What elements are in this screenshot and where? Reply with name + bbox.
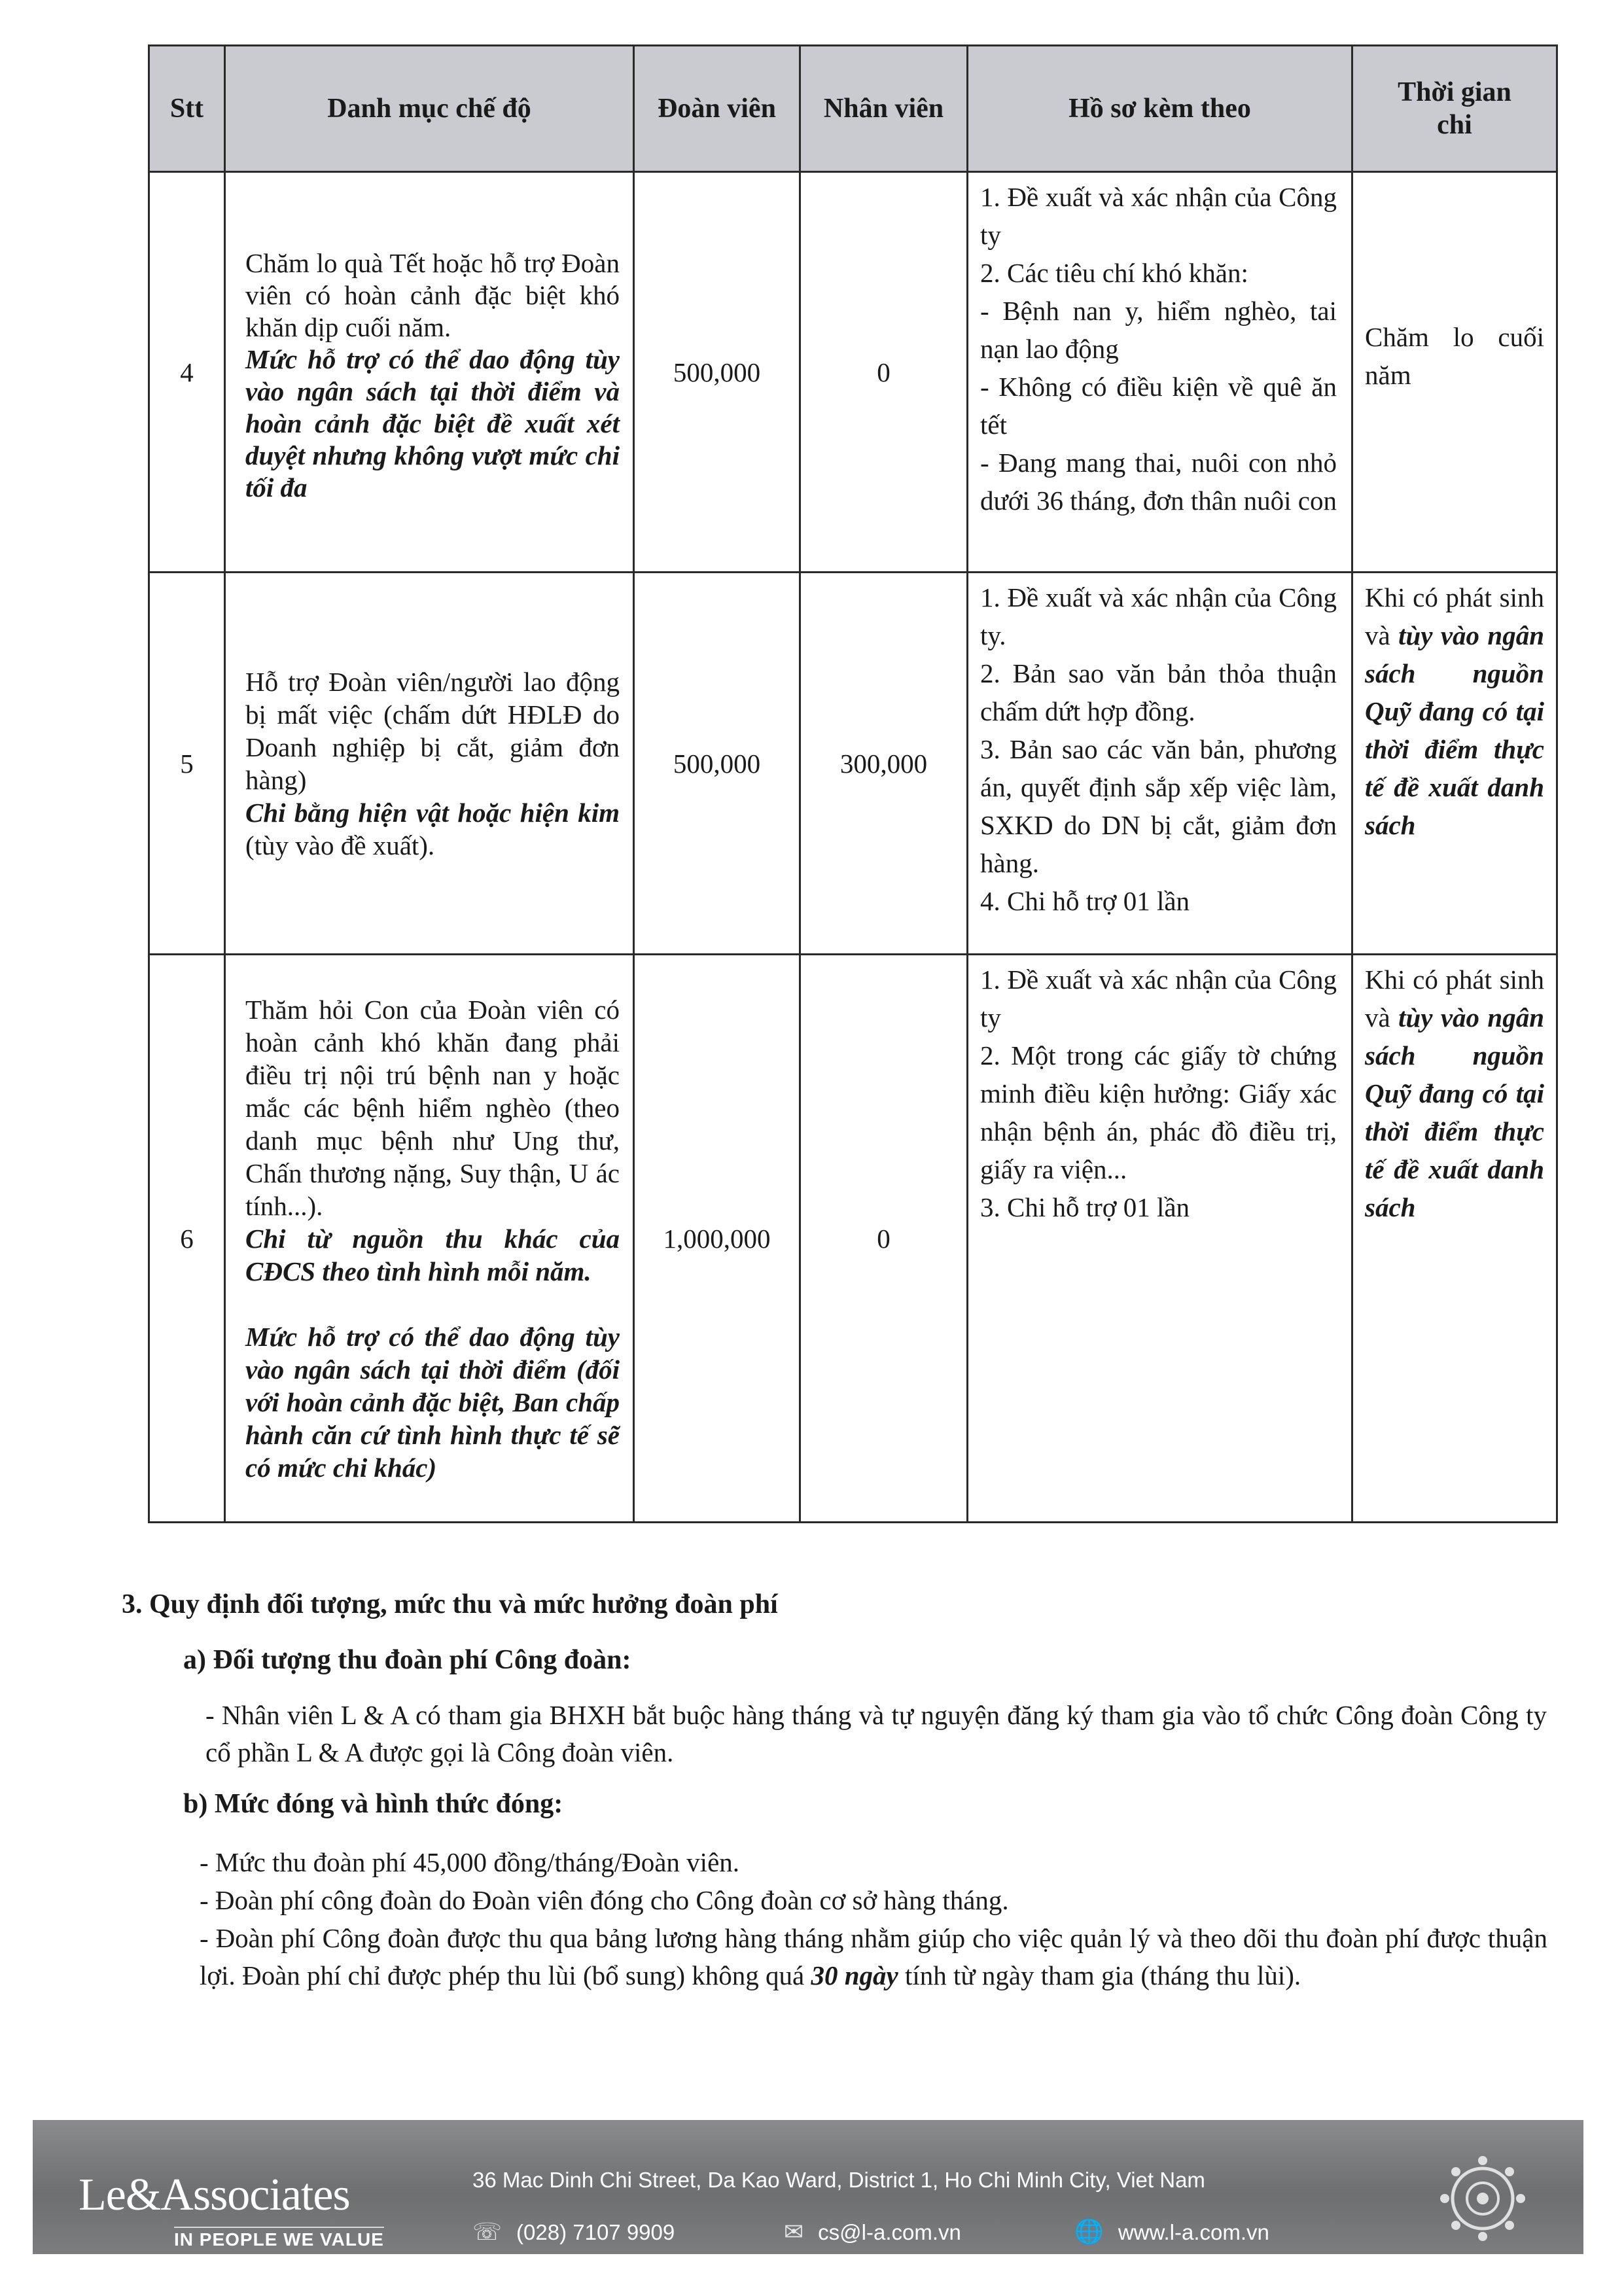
doc-item: 1. Đề xuất và xác nhận của Công ty	[980, 182, 1337, 250]
company-address: 36 Mac Dinh Chi Street, Da Kao Ward, District 1, Ho Chi Minh City, Viet Nam	[472, 2168, 1205, 2192]
row-category	[225, 955, 634, 1523]
row-time: Khi có phát sinh và tùy vào ngân sách nguồn Quỹ đang có tại thời điểm thực tế đề xuất danh sách	[1352, 955, 1557, 1523]
doc-item: - Bệnh nan y, hiểm nghèo, tai nạn lao động	[980, 296, 1337, 364]
row-member-amount: 1,000,000	[634, 955, 800, 1523]
row-stt: 4	[149, 172, 225, 573]
col-header-member: Đoàn viên	[634, 46, 800, 172]
row-docs	[968, 573, 1352, 955]
doc-item: 3. Bản sao các văn bản, phương án, quyết định sắp xếp việc làm, SXKD do DN bị cắt, giảm đơn hàng.	[980, 734, 1337, 878]
row-employee-amount: 0	[800, 955, 968, 1523]
emblem-icon	[1437, 2153, 1528, 2244]
category-tail: (tùy vào đề xuất).	[245, 830, 435, 860]
row-docs	[968, 172, 1352, 573]
company-email[interactable]: ✉ cs@l-a.com.vn	[784, 2218, 961, 2245]
doc-item: 3. Chi hỗ trợ 01 lần	[980, 1192, 1190, 1222]
brand-tagline: IN PEOPLE WE VALUE	[174, 2227, 384, 2250]
doc-item: 4. Chi hỗ trợ 01 lần	[980, 886, 1190, 916]
row-stt: 5	[149, 573, 225, 955]
subsection-b-item: - Mức thu đoàn phí 45,000 đồng/tháng/Đoàn viên.	[200, 1847, 740, 1877]
phone-icon: ☏	[472, 2218, 503, 2245]
col-header-employee: Nhân viên	[800, 46, 968, 172]
category-note: Chi từ nguồn thu khác của CĐCS theo tình hình mỗi năm.	[245, 1223, 620, 1286]
table-row	[149, 955, 1557, 1523]
subsection-b-title: b) Mức đóng và hình thức đóng:	[183, 1789, 563, 1819]
table-header-row	[149, 46, 1557, 172]
row-stt: 6	[149, 955, 225, 1523]
brand-logo: Le&Associates	[79, 2170, 350, 2220]
row-docs	[968, 955, 1352, 1523]
company-website[interactable]: 🌐 www.l-a.com.vn	[1074, 2218, 1269, 2245]
benefits-table	[148, 44, 1558, 1523]
col-header-time: Thời gian chi	[1352, 46, 1557, 172]
table-row	[149, 573, 1557, 955]
table-row	[149, 172, 1557, 573]
row-employee-amount: 0	[800, 172, 968, 573]
category-note-2: Mức hỗ trợ có thể dao động tùy vào ngân sách tại thời điểm (đối với hoàn cảnh đặc biệt, Ban chấp hành căn cứ tình hình thực tế sẽ có mức chi khác)	[245, 1321, 620, 1483]
row-category	[225, 172, 634, 573]
subsection-b-item: - Đoàn phí công đoàn do Đoàn viên đóng cho Công đoàn cơ sở hàng tháng.	[200, 1885, 1009, 1915]
category-note: Mức hỗ trợ có thể dao động tùy vào ngân sách tại thời điểm và hoàn cảnh đặc biệt đề xuất xét duyệt nhưng không vượt mức chi tối đa	[245, 344, 620, 503]
category-note: Chi bằng hiện vật hoặc hiện kim	[245, 797, 620, 828]
doc-item: 1. Đề xuất và xác nhận của Công ty	[980, 964, 1337, 1033]
footer-bar	[33, 2120, 1583, 2254]
category-text: Hỗ trợ Đoàn viên/người lao động bị mất việc (chấm dứt HĐLĐ do Doanh nghiệp bị cắt, giảm đơn hàng)	[245, 666, 620, 795]
col-header-docs: Hồ sơ kèm theo	[968, 46, 1352, 172]
col-header-stt: Stt	[149, 46, 225, 172]
row-member-amount: 500,000	[634, 573, 800, 955]
row-time: Khi có phát sinh và tùy vào ngân sách nguồn Quỹ đang có tại thời điểm thực tế đề xuất danh sách	[1352, 573, 1557, 955]
subsection-a-text: - Nhân viên L & A có tham gia BHXH bắt buộc hàng tháng và tự nguyện đăng ký tham gia vào tổ chức Công đoàn Công ty cổ phần L & A được gọi là Công đoàn viên.	[205, 1700, 1547, 1767]
globe-icon: 🌐	[1074, 2218, 1104, 2245]
doc-item: 2. Các tiêu chí khó khăn:	[980, 258, 1248, 288]
doc-item: 2. Một trong các giấy tờ chứng minh điều kiện hưởng: Giấy xác nhận bệnh án, phác đồ điều trị, giấy ra viện...	[980, 1040, 1337, 1184]
row-member-amount: 500,000	[634, 172, 800, 573]
doc-item: 1. Đề xuất và xác nhận của Công ty.	[980, 582, 1337, 650]
category-text: Thăm hỏi Con của Đoàn viên có hoàn cảnh khó khăn đang phải điều trị nội trú bệnh nan y hoặc mắc các bệnh hiểm nghèo (theo danh mục bệnh như Ung thư, Chấn thương nặng, Suy thận, U ác tính...).	[245, 994, 620, 1221]
row-time: Chăm lo cuối năm	[1352, 172, 1557, 573]
row-category	[225, 573, 634, 955]
category-text: Chăm lo quà Tết hoặc hỗ trợ Đoàn viên có hoàn cảnh đặc biệt khó khăn dịp cuối năm.	[245, 247, 620, 342]
section-3-title: 3. Quy định đối tượng, mức thu và mức hưởng đoàn phí	[122, 1589, 778, 1619]
doc-item: 2. Bản sao văn bản thỏa thuận chấm dứt hợp đồng.	[980, 658, 1337, 726]
subsection-b-item-last: - Đoàn phí Công đoàn được thu qua bảng lương hàng tháng nhằm giúp cho việc quản lý và theo dõi thu đoàn phí được thuận lợi. Đoàn phí chỉ được phép thu lùi (bổ sung) không quá 30 ngày tính từ ngày tham gia (tháng thu lùi).	[200, 1923, 1547, 1990]
doc-item: - Đang mang thai, nuôi con nhỏ dưới 36 tháng, đơn thân nuôi con	[980, 448, 1337, 516]
mail-icon: ✉	[784, 2218, 804, 2245]
doc-item: - Không có điều kiện về quê ăn tết	[980, 372, 1337, 440]
col-header-category: Danh mục chế độ	[225, 46, 634, 172]
subsection-a-title: a) Đối tượng thu đoàn phí Công đoàn:	[183, 1645, 631, 1675]
row-employee-amount: 300,000	[800, 573, 968, 955]
company-phone: ☏ (028) 7107 9909	[472, 2218, 675, 2245]
